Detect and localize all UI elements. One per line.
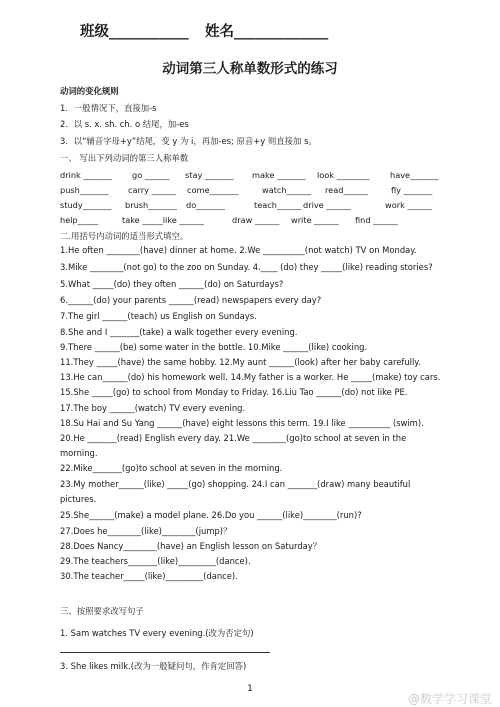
word-have: have_______	[390, 170, 439, 180]
page-number: 1	[247, 684, 253, 694]
word-do: do_______	[186, 200, 225, 210]
exercise-line: 23.My mother______(like) _____(go) shopping. 24.I can _______(draw) many beautiful	[60, 479, 411, 489]
rewrite-question-1: 1. Sam watches TV every evening.(改为否定句)	[60, 628, 254, 638]
word-drink: drink _______	[60, 170, 113, 180]
word-teach: teach______	[254, 200, 302, 210]
exercise-line: 7.The girl ______(teach) us English on Sundays.	[60, 311, 257, 321]
class-field-label: 班级___________	[80, 24, 189, 40]
exercise-line: 18.Su Hai and Su Yang ______(have) eight lessons this term. 19.I like __________ (swim).	[60, 418, 424, 428]
exercise-line: 28.Does Nancy________(have) an English lesson on Saturday？	[60, 541, 322, 551]
section1-heading: 一、 写出下列动词的第三人称单数	[60, 153, 189, 163]
exercise-line: morning.	[60, 448, 98, 458]
watermark: @数学学习课堂	[407, 692, 492, 706]
word-work: work ______	[385, 200, 432, 210]
word-read: read______	[325, 185, 369, 195]
word-find: find ______	[355, 215, 398, 225]
word-take-like: take _____like ______	[122, 215, 204, 225]
exercise-line: 5.What _____(do) they often ______(do) on Saturdays?	[60, 279, 284, 289]
name-field-label: 姓名_____________	[205, 24, 329, 40]
exercise-line: 29.The teachers_______(like)_________(dance).	[60, 556, 251, 566]
rewrite-question-3: 3. She likes milk.(改为一般疑问句，作肯定回答)	[60, 661, 247, 671]
exercise-line: 27.Does he________(like)________(jump)？	[60, 526, 232, 536]
word-stay: stay _______	[185, 170, 234, 180]
word-make: make _______	[252, 170, 306, 180]
exercise-line: 1.He often ________(have) dinner at home. 2.We __________(not watch) TV on Monday.	[60, 245, 417, 255]
exercise-line: 13.He can______(do) his homework well. 14.My father is a worker. He _____(make) toy cars.	[60, 372, 441, 382]
rule-3: 3．以“辅音字母+y”结尾，变 y 为 i，再加-es; 原音+y 则直接加 s。	[60, 136, 317, 146]
word-look: look ________	[317, 170, 370, 180]
rule-1: 1．一般情况下，直接加-s	[60, 103, 157, 113]
exercise-line: 11.They _____(have) the same hobby. 12.My aunt ______(look) after her baby carefully.	[60, 357, 421, 367]
exercise-line: 15.She _____(go) to school from Monday to Friday. 16.Liu Tao ______(do) not like PE.	[60, 387, 408, 397]
answer-line-1	[60, 652, 270, 653]
word-study: study_______	[60, 200, 112, 210]
word-drive: drive ______	[303, 200, 351, 210]
rules-heading: 动词的变化规则	[60, 86, 119, 96]
word-draw: draw ______	[232, 215, 280, 225]
word-come: come_______	[187, 185, 239, 195]
exercise-line: 30.The teacher_____(like)_________(dance).	[60, 571, 238, 581]
word-brush: brush_______	[125, 200, 177, 210]
rule-2: 2．以 s. x. sh. ch. o 结尾，加-es	[60, 119, 189, 129]
word-go: go ______	[132, 170, 170, 180]
word-carry: carry ______	[128, 185, 177, 195]
exercise-line: 22.Mike_______(go)to school at seven in the morning.	[60, 463, 283, 473]
section2-heading: 二.用括号内动词的适当形式填空。	[60, 231, 189, 241]
exercise-line: 17.The boy ______(watch) TV every evening.	[60, 403, 246, 413]
section3-heading: 三、按照要求改写句子	[60, 606, 144, 616]
word-write: write ______	[291, 215, 339, 225]
word-push: push_______	[60, 185, 109, 195]
exercise-line: 8.She and I _______(take) a walk together every evening.	[60, 327, 298, 337]
word-fly: fly _______	[391, 185, 433, 195]
exercise-line: 9.There ______(be) some water in the bottle. 10.Mike ______(like) cooking.	[60, 342, 368, 352]
word-watch: watch______	[262, 185, 312, 195]
exercise-line: pictures.	[60, 494, 97, 504]
word-help: help_____	[60, 215, 99, 225]
exercise-line: 20.He _______(read) English every day. 21.We ________(go)to school at seven in the	[60, 433, 407, 443]
exercise-line: 25.She______(make) a model plane. 26.Do you ______(like)________(run)?	[60, 510, 362, 520]
exercise-line: 3.Mike ________(not go) to the zoo on Sunday. 4.____ (do) they _____(like) reading stories?	[60, 262, 433, 272]
worksheet-title: 动词第三人称单数形式的练习	[162, 61, 338, 77]
exercise-line: 6.______(do) your parents ______(read) newspapers every day?	[60, 295, 322, 305]
